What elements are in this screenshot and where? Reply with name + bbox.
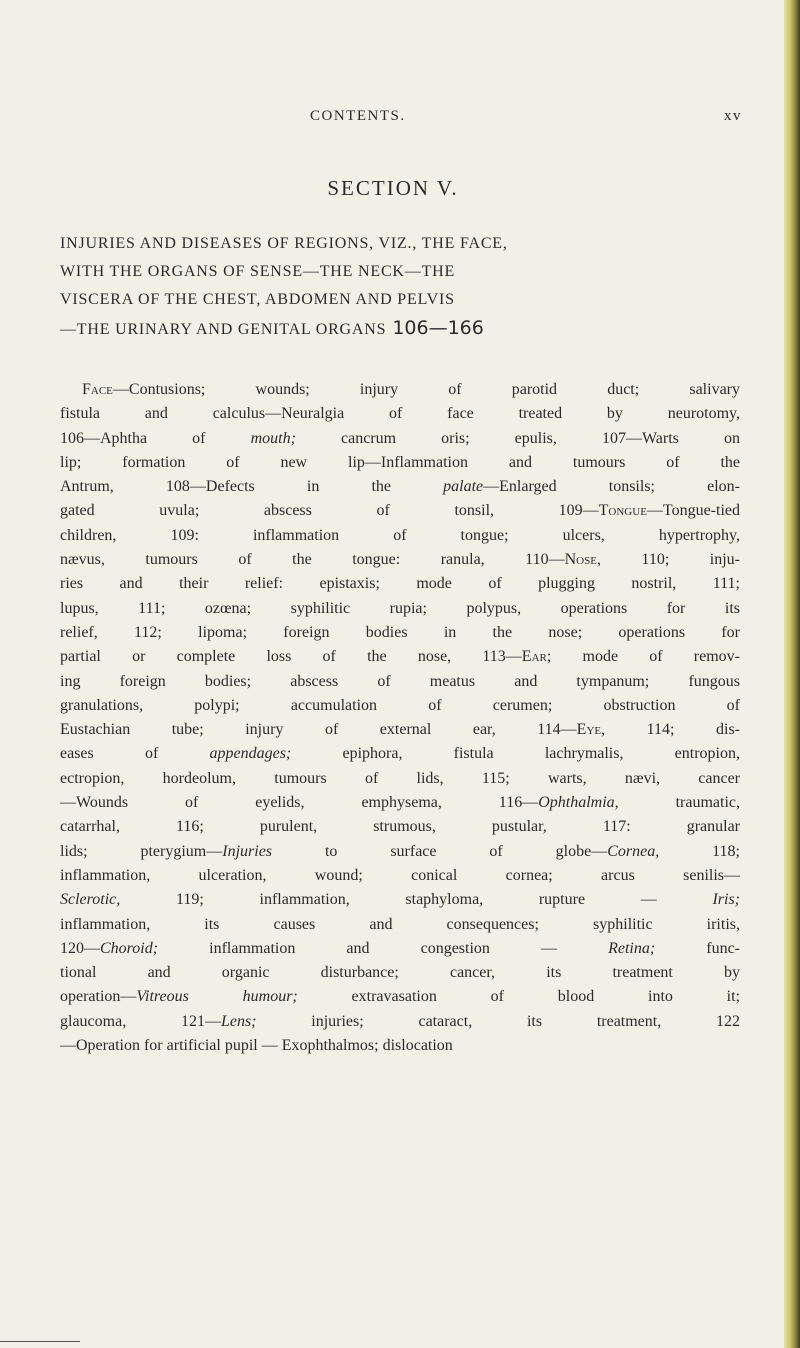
text-line: 106—Aphtha of mouth; cancrum oris; epulis, 107—Warts on <box>60 429 740 447</box>
subtitle-line <box>60 314 740 344</box>
text-line: inflammation, its causes and consequences; syphilitic iritis, <box>60 915 740 933</box>
page-edge-rule <box>0 1341 80 1342</box>
text-line: gated uvula; abscess of tonsil, 109—Tongue—Tongue-tied <box>60 502 740 520</box>
text-line: lids; pterygium—Injuries to surface of globe—Cornea, 118; <box>60 842 740 860</box>
text-line: inflammation, ulceration, wound; conical cornea; arcus senilis— <box>60 866 740 884</box>
book-binding-edge <box>784 0 800 1348</box>
text-line: ing foreign bodies; abscess of meatus and tympanum; fungous <box>60 672 740 690</box>
text-line: partial or complete loss of the nose, 113—Ear; mode of remov- <box>60 648 741 666</box>
subject-heading: Tongue <box>598 502 647 520</box>
text-line: Sclerotic, 119; inflammation, staphyloma, rupture — Iris; <box>60 891 740 909</box>
running-header <box>0 108 786 136</box>
text-line: glaucoma, 121—Lens; injuries; cataract, its treatment, 122 <box>60 1012 740 1030</box>
subject-italic: Iris; <box>712 891 740 909</box>
text-line: granulations, polypi; accumulation of cerumen; obstruction of <box>60 696 740 714</box>
text-line: —Operation for artificial pupil — Exophthalmos; dislocation <box>60 1037 453 1055</box>
text-line: 120—Choroid; inflammation and congestion — Retina; func- <box>60 939 741 957</box>
text-line: lupus, 111; ozœna; syphilitic rupia; polypus, operations for its <box>60 599 740 617</box>
contents-paragraph <box>60 378 740 1058</box>
subject-italic: Vitreous humour; <box>136 988 298 1006</box>
subtitle-line: VISCERA OF THE CHEST, ABDOMEN AND PELVIS <box>60 291 455 308</box>
subject-italic: Sclerotic, <box>60 891 121 909</box>
text-line: catarrhal, 116; purulent, strumous, pustular, 117: granular <box>60 818 740 836</box>
subject-italic: appendages; <box>209 745 292 763</box>
page-range: 106—166 <box>392 317 484 339</box>
text-line: tional and organic disturbance; cancer, its treatment by <box>60 964 740 982</box>
subtitle-line: INJURIES AND DISEASES OF REGIONS, VIZ., THE FACE, <box>60 235 508 252</box>
text-line: eases of appendages; epiphora, fistula lachrymalis, entropion, <box>60 745 740 763</box>
subject-heading: Eye <box>576 721 602 739</box>
subject-italic: palate <box>443 478 484 496</box>
text-line: Face—Contusions; wounds; injury of parotid duct; salivary <box>82 381 740 398</box>
subject-italic: Injuries <box>222 842 273 860</box>
text-line: Eustachian tube; injury of external ear, 114—Eye, 114; dis- <box>60 721 740 739</box>
text-line: relief, 112; lipoma; foreign bodies in the nose; operations for <box>60 623 740 641</box>
text-line: operation—Vitreous humour; extravasation of blood into it; <box>60 988 741 1006</box>
subtitle-line: WITH THE ORGANS OF SENSE—THE NECK—THE <box>60 263 456 280</box>
text-line: Antrum, 108—Defects in the palate—Enlarged tonsils; elon- <box>60 478 740 496</box>
text-line: fistula and calculus—Neuralgia of face treated by neurotomy, <box>60 405 740 423</box>
text-line: —Wounds of eyelids, emphysema, 116—Ophthalmia, traumatic, <box>60 794 740 812</box>
subject-italic: Retina; <box>608 939 656 957</box>
subject-heading: Ear <box>521 648 547 666</box>
page-number: xv <box>724 108 742 124</box>
subject-italic: Cornea, <box>607 842 660 860</box>
text-line: nævus, tumours of the tongue: ranula, 110—Nose, 110; inju- <box>60 551 741 569</box>
subject-heading: Nose <box>564 551 597 569</box>
section-heading: SECTION V. <box>327 176 459 200</box>
text-line: children, 109: inflammation of tongue; ulcers, hypertrophy, <box>60 526 740 544</box>
text-line: ries and their relief: epistaxis; mode of plugging nostril, 111; <box>60 575 740 593</box>
text-line: ectropion, hordeolum, tumours of lids, 115; warts, nævi, cancer <box>60 769 740 787</box>
subject-italic: Ophthalmia, <box>538 794 619 812</box>
subject-italic: mouth; <box>250 429 296 447</box>
text-line: lip; formation of new lip—Inflammation and tumours of the <box>60 453 740 471</box>
subject-heading: Face <box>82 381 113 398</box>
running-title: CONTENTS. <box>310 108 406 124</box>
section-subtitle <box>60 230 740 344</box>
subject-italic: Lens; <box>220 1012 257 1030</box>
subtitle-line-text: —THE URINARY AND GENITAL ORGANS <box>60 321 387 338</box>
subject-italic: Choroid; <box>100 939 159 957</box>
